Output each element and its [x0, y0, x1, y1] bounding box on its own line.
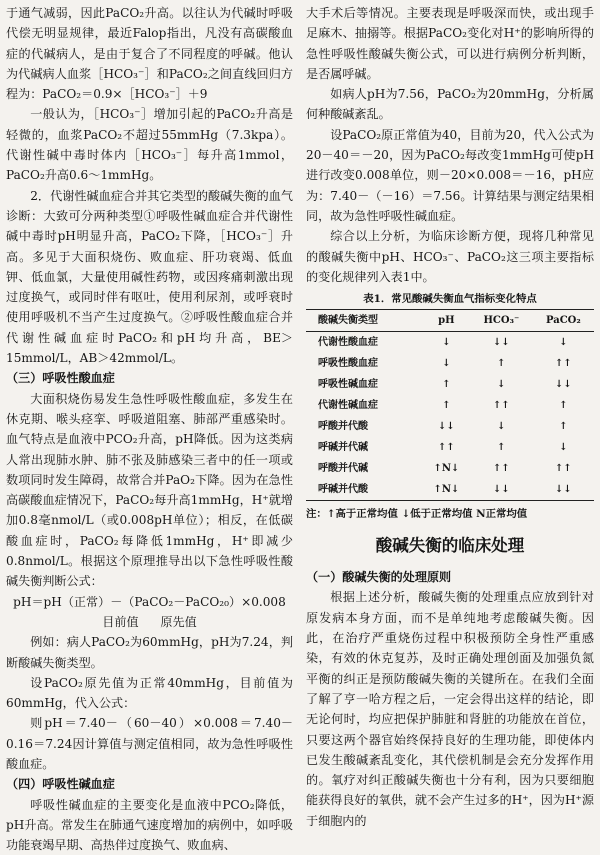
- table-cell: 呼碱并代酸: [306, 479, 423, 501]
- table-cell: ↓↓: [438, 420, 455, 432]
- paragraph: 2．代谢性碱血症合并其它类型的酸碱失衡的血气诊断：大致可分两种类型①呼吸性碱血症合并代谢性碱中毒时pH明显升高，PaCO₂下降，［HCO₃⁻］升高。多见于大面积烧伤、败血症、肝功衰竭、低血钾、低血氯，大量使用碱性药物，或因疼痛刺激出现过度换气，或同时伴有呕吐，使用利尿剂，或呼衰时使用呼吸机不当产生过度换气。②呼吸性酸血症合并代谢性碱血症时PaCO₂和pH均升高，BE＞15mmol/L，AB＞42mmol/L。: [6, 188, 293, 366]
- table-cell: ↓: [497, 378, 506, 390]
- section-heading: （四）呼吸性碱血症: [6, 777, 115, 792]
- table-cell: ↑↑: [492, 462, 510, 474]
- table-header-cell: 酸碱失衡类型: [306, 310, 423, 332]
- table-row: [306, 437, 594, 458]
- table-cell: ↓: [559, 441, 568, 453]
- formula-labels: 目前值 原先值: [102, 614, 197, 629]
- acid-base-table: [306, 309, 594, 501]
- section-heading: （三）呼吸性酸血症: [6, 371, 115, 386]
- paragraph: 如病人pH为7.56，PaCO₂为20mmHg，分析属何种酸碱紊乱。: [306, 87, 594, 122]
- paragraph: 设PaCO₂原先值为正常40mmHg，目前值为60mmHg，代入公式：: [6, 675, 293, 711]
- table-header-cell: HCO₃⁻: [470, 310, 533, 332]
- table-header-cell: PaCO₂: [533, 310, 594, 332]
- table-cell: 代谢性碱血症: [318, 399, 378, 411]
- table-cell: ↑↑: [555, 357, 572, 369]
- table-header-row: [306, 310, 594, 332]
- table-cell: ↓↓: [470, 479, 533, 501]
- paragraph: 呼吸性碱血症的主要变化是血液中PCO₂降低，pH升高。常发生在肺通气速度增加的病例中，如呼吸功能衰竭早期、高热伴过度换气、败血病、: [6, 797, 293, 853]
- table-cell: ↓↓: [533, 479, 594, 501]
- table-row: [306, 479, 594, 501]
- paragraph: 例如：病人PaCO₂为60mmHg，pH为7.24，判断酸碱失衡类型。: [6, 635, 293, 670]
- table-cell: ↓↓: [492, 336, 510, 348]
- table-cell: ↓↓: [555, 378, 572, 390]
- table-cell: ↑↑: [438, 441, 455, 453]
- table-cell: 呼吸性碱血症: [318, 378, 378, 390]
- table-cell: 呼酸并代碱: [318, 462, 368, 474]
- table-cell: ↑: [497, 441, 506, 453]
- paragraph: 根据上述分析，酸碱失衡的处理重点应放到针对原发病本身方面，而不是单纯地考虑酸碱失衡。因此，在治疗严重烧伤过程中积极预防全身性严重感染，有效的休克复苏，及时正确处理创面及加强负氮平衡的纠正是预防酸碱失衡的关键所在。在我们全面了解了亨一哈方程之后，一定会得出这样的结论，即无论何时，均应把保护肺脏和肾脏的功能放在首位，只要这两个器官始终保持良好的生理功能，即使体内已发生酸碱紊乱变化，其代偿机制是会充分发挥作用的。氧疗对纠正酸碱失衡也十分有利，因为只要细胞能获得良好的氧供，就不会产生过多的H⁺，因为H⁺源于细胞内的: [306, 590, 594, 828]
- table-note: 注：↑高于正常均值 ↓低于正常均值 N正常均值: [306, 508, 528, 521]
- table-row: [306, 458, 594, 479]
- table-row: [306, 353, 594, 374]
- paragraph: 设PaCO₂原正常值为40，目前为20，代入公式为20－40＝－20，因为PaCO₂每改变1mmHg可使pH进行改变0.008单位，则－20×0.008＝－16，pH应为：7.40－（－16）＝7.56。计算结果与测定结果相同，故为急性呼吸性碱血症。: [306, 127, 594, 223]
- chapter-heading: 酸碱失衡的临床处理: [375, 536, 525, 556]
- table-cell: ↓: [442, 357, 451, 369]
- table-cell: ↑N↓: [423, 479, 470, 501]
- table-row: [306, 374, 594, 395]
- table-cell: ↑: [497, 357, 506, 369]
- table-cell: ↑↑: [555, 462, 572, 474]
- table-cell: ↑↑: [492, 399, 510, 411]
- table-cell: ↑: [442, 378, 451, 390]
- table-cell: ↓: [559, 336, 568, 348]
- paragraph: 大面积烧伤易发生急性呼吸性酸血症，多发生在休克期、喉头痉挛、呼吸道阻塞、肺部严重感染时。血气特点是血液中PCO₂升高，pH降低。因为这类病人常出现肺水肿、肺不张及肺感染三者中的任一项或数项同时发生障碍，故常合并PaO₂下降。因为在急性高碳酸血症情况下，PaCO₂每升高1mmHg，H⁺就增加0.8毫nmol/L（或0.008pH单位）；相反，在低碳酸血症时，PaCO₂每降低1mmHg，H⁺即减少0.8nmol/L。根据这个原理推导出以下急性呼吸性酸碱失衡判断公式：: [6, 391, 293, 589]
- table-cell: ↓: [442, 336, 451, 348]
- paragraph: 于通气减弱，因此PaCO₂升高。以往认为代碱时呼吸代偿无明显规律，最近Falop指出，凡没有高碳酸血症的代碱病人，是由于复合了不同程度的呼碱。他认为代碱病人血浆［HCO₃⁻］和PaCO₂之间直线回归方程为：PaCO₂＝0.9×［HCO₃⁻］＋9: [6, 6, 293, 102]
- table-cell: ↑N↓: [433, 462, 460, 474]
- table-cell: ↓: [497, 420, 506, 432]
- paragraph: 综合以上分析，为临床诊断方便，现将几种常见的酸碱失衡中pH、HCO₃⁻、PaCO₂这三项主要指标的变化规律列入表1中。: [306, 229, 594, 284]
- table-cell: 呼碱并代碱: [318, 441, 368, 453]
- table-cell: ↑: [559, 420, 568, 432]
- table-cell: 呼酸并代酸: [318, 420, 368, 432]
- table-row: [306, 332, 594, 354]
- table-cell: 代谢性酸血症: [318, 336, 378, 348]
- table-header-cell: pH: [423, 310, 470, 332]
- table-cell: ↑: [559, 399, 568, 411]
- table-cell: 呼吸性酸血症: [318, 357, 378, 369]
- paragraph: 一般认为，［HCO₃⁻］增加引起的PaCO₂升高是轻微的，血浆PaCO₂不超过55mmHg（7.3kpa）。代谢性碱中毒时体内［HCO₃⁻］每升高1mmol，PaCO₂升高0.6～1mmHg。: [6, 107, 293, 183]
- section-heading: （一）酸碱失衡的处理原则: [306, 570, 452, 585]
- paragraph: 大手术后等情况。主要表现是呼吸深而快，或出现手足麻木、抽搦等。根据PaCO₂变化对H⁺的影响所得的急性呼吸性酸碱失衡公式，可以进行病例分析判断，是否属呼碱。: [306, 6, 594, 81]
- left-column: [6, 3, 293, 855]
- table-cell: ↑: [442, 399, 451, 411]
- formula: pH＝pH（正常）－（PaCO₂－PaCO₂₀）×0.008: [13, 594, 286, 609]
- table-row: [306, 395, 594, 416]
- table-title: 表1．常见酸碱失衡血气指标变化特点: [363, 293, 537, 306]
- table-row: [306, 416, 594, 437]
- right-column: [306, 3, 594, 831]
- paragraph: 则pH＝7.40－（60－40）×0.008＝7.40－0.16＝7.24因计算值与测定值相同，故为急性呼吸性酸血症。: [6, 716, 293, 771]
